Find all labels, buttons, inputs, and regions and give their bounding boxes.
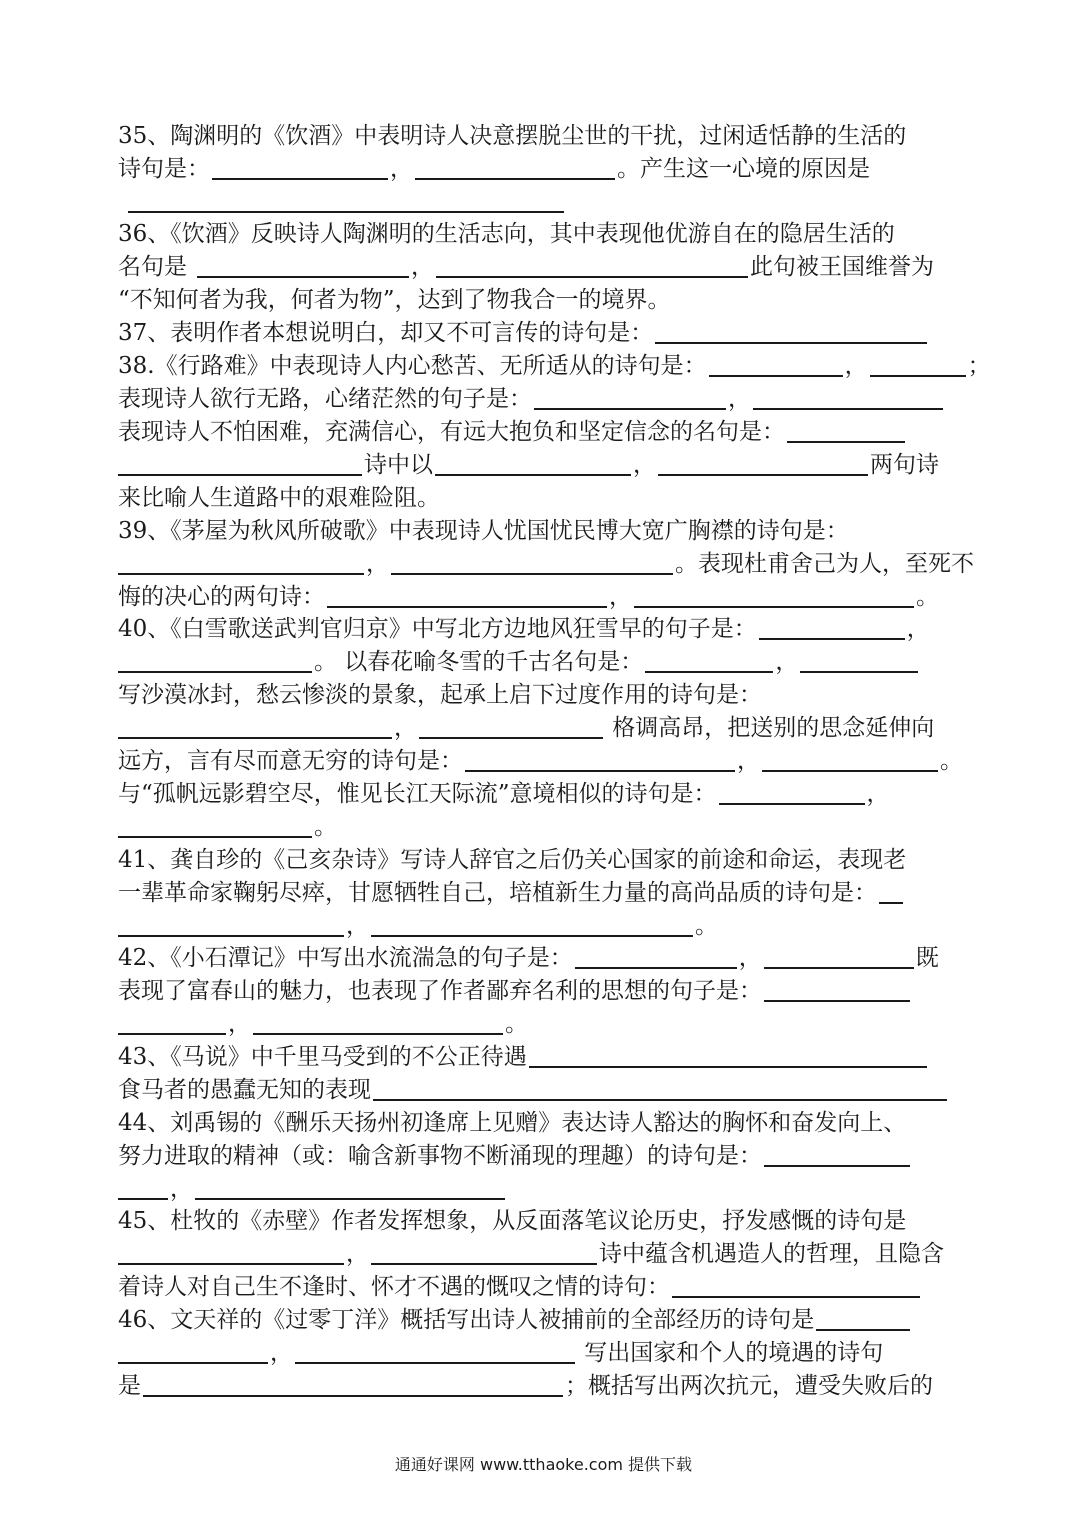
q46-line-1: 46、文天祥的《过零丁洋》概括写出诗人被捕前的全部经历的诗句是 [118,1304,970,1337]
answer-blank[interactable] [128,187,564,213]
answer-blank[interactable] [634,582,914,608]
answer-blank[interactable] [118,911,344,937]
answer-blank[interactable] [816,1305,910,1331]
q40-line-1: 40、《白雪歌送武判官归京》中写北方边地风狂雪早的句子是： ， [118,616,930,642]
q35-line-1: 35、陶渊明的《饮酒》中表明诗人决意摆脱尘世的干扰，过闲适恬静的生活的 [118,123,907,149]
answer-blank[interactable] [465,746,735,772]
answer-blank[interactable] [371,1239,597,1265]
answer-blank[interactable] [672,1272,920,1298]
q43-line-2: 食马者的愚蠢无知的表现 [118,1074,970,1107]
q39-line-2: ， 。表现杜甫舍己为人，至死不 [118,548,970,581]
q38-line-5: 来比喻人生道路中的艰难险阻。 [118,485,440,511]
answer-blank[interactable] [327,582,607,608]
answer-blank[interactable] [253,1009,503,1035]
q40-line-7: 。 [118,811,970,844]
q38-line-2: 表现诗人欲行无路，心绪茫然的句子是： ， [118,383,970,416]
q45-line-2: ， 诗中蕴含机遇造人的哲理，且隐含 [118,1238,970,1271]
q38-line-1: 38.《行路难》中表现诗人内心愁苦、无所适从的诗句是： ， ； [118,353,991,379]
answer-blank[interactable] [118,450,362,476]
q36-line-2: 名句是 ， 此句被王国维誉为 [118,254,934,280]
q43-line-1: 43、《马说》中千里马受到的不公正待遇 [118,1041,970,1074]
answer-blank[interactable] [762,746,938,772]
answer-blank[interactable] [870,351,966,377]
answer-blank[interactable] [534,384,726,410]
answer-blank[interactable] [415,154,615,180]
q45-line-1: 45、杜牧的《赤壁》作者发挥想象，从反面落笔议论历史，抒发感慨的诗句是 [118,1208,907,1234]
answer-blank[interactable] [719,779,865,805]
answer-blank[interactable] [118,812,312,838]
answer-blank[interactable] [800,647,918,673]
q40-line-5: 远方，言有尽而意无穷的诗句是： ， 。 [118,748,963,774]
answer-blank[interactable] [764,943,914,969]
answer-blank[interactable] [391,549,673,575]
answer-blank[interactable] [143,1371,563,1397]
q40-line-4: ， 格调高昂，把送别的思念延伸向 [118,712,970,745]
q40-line-3: 写沙漠冰封，愁云惨淡的景象，起承上启下过度作用的诗句是： [118,682,762,708]
q46-line-3: 是 ；概括写出两次抗元，遭受失败后的 [118,1373,933,1399]
answer-blank[interactable] [371,911,693,937]
answer-blank[interactable] [645,647,773,673]
q35-line-2: 诗句是： ， 。产生这一心境的原因是 [118,156,870,182]
answer-blank[interactable] [118,1338,268,1364]
q35-line-3 [118,186,970,219]
q40-line-2: 。 以春花喻冬雪的千古名句是： ， [118,646,970,679]
q44-line-2: 努力进取的精神（或：喻含新事物不断涌现的理趣）的诗句是： [118,1140,970,1173]
answer-blank[interactable] [575,943,737,969]
answer-blank[interactable] [419,713,603,739]
answer-blank[interactable] [195,1174,505,1200]
answer-blank[interactable] [118,549,364,575]
q44-line-1: 44、刘禹锡的《酬乐天扬州初逢席上见赠》表达诗人豁达的胸怀和奋发向上、 [118,1110,907,1136]
answer-blank[interactable] [658,450,868,476]
q46-line-2: ， 写出国家和个人的境遇的诗句 [118,1337,970,1370]
q40-line-6: 与“孤帆远影碧空尽，惟见长江天际流”意境相似的诗句是： ， [118,781,890,807]
answer-blank[interactable] [764,976,910,1002]
answer-blank[interactable] [879,878,903,904]
answer-blank[interactable] [709,351,843,377]
q39-line-3: 悔的决心的两句诗： ， 。 [118,584,939,610]
page-footer: 通通好课网 www.tthaoke.com 提供下载 [394,1455,693,1474]
q37-line-1: 37、表明作者本想说明白，却又不可言传的诗句是： [118,317,970,350]
answer-blank[interactable] [764,1141,910,1167]
answer-blank[interactable] [787,417,905,443]
answer-blank[interactable] [373,1075,947,1101]
answer-blank[interactable] [759,614,905,640]
q42-line-2: 表现了富春山的魅力，也表现了作者鄙弃名利的思想的句子是： [118,975,970,1008]
answer-blank[interactable] [118,647,312,673]
answer-blank[interactable] [436,252,748,278]
q38-line-4: 诗中以 ， 两句诗 [118,449,970,482]
answer-blank[interactable] [753,384,943,410]
q36-line-3: “不知何者为我，何者为物”，达到了物我合一的境界。 [118,287,671,313]
q38-line-3: 表现诗人不怕困难，充满信心，有远大抱负和坚定信念的名句是： [118,416,970,449]
answer-blank[interactable] [655,318,927,344]
q36-line-1: 36、《饮酒》反映诗人陶渊明的生活志向，其中表现他优游自在的隐居生活的 [118,221,895,247]
answer-blank[interactable] [118,713,392,739]
answer-blank[interactable] [529,1042,927,1068]
answer-blank[interactable] [295,1338,575,1364]
q41-line-2: 一辈革命家鞠躬尽瘁，甘愿牺牲自己，培植新生力量的高尚品质的诗句是： [118,877,970,910]
q45-line-3: 着诗人对自己生不逢时、怀才不遇的慨叹之情的诗句： [118,1271,970,1304]
q44-line-3: ， [118,1173,970,1206]
answer-blank[interactable] [197,252,409,278]
answer-blank[interactable] [118,1174,168,1200]
answer-blank[interactable] [212,154,388,180]
q41-line-3: ， 。 [118,910,970,943]
answer-blank[interactable] [118,1239,344,1265]
answer-blank[interactable] [435,450,631,476]
q39-line-1: 39、《茅屋为秋风所破歌》中表现诗人忧国忧民博大宽广胸襟的诗句是： [118,518,849,544]
q41-line-1: 41、龚自珍的《己亥杂诗》写诗人辞官之后仍关心国家的前途和命运，表现老 [118,847,907,873]
answer-blank[interactable] [118,1009,226,1035]
q42-line-3: ， 。 [118,1008,970,1041]
q42-line-1: 42、《小石潭记》中写出水流湍急的句子是： ， 既 [118,945,939,971]
